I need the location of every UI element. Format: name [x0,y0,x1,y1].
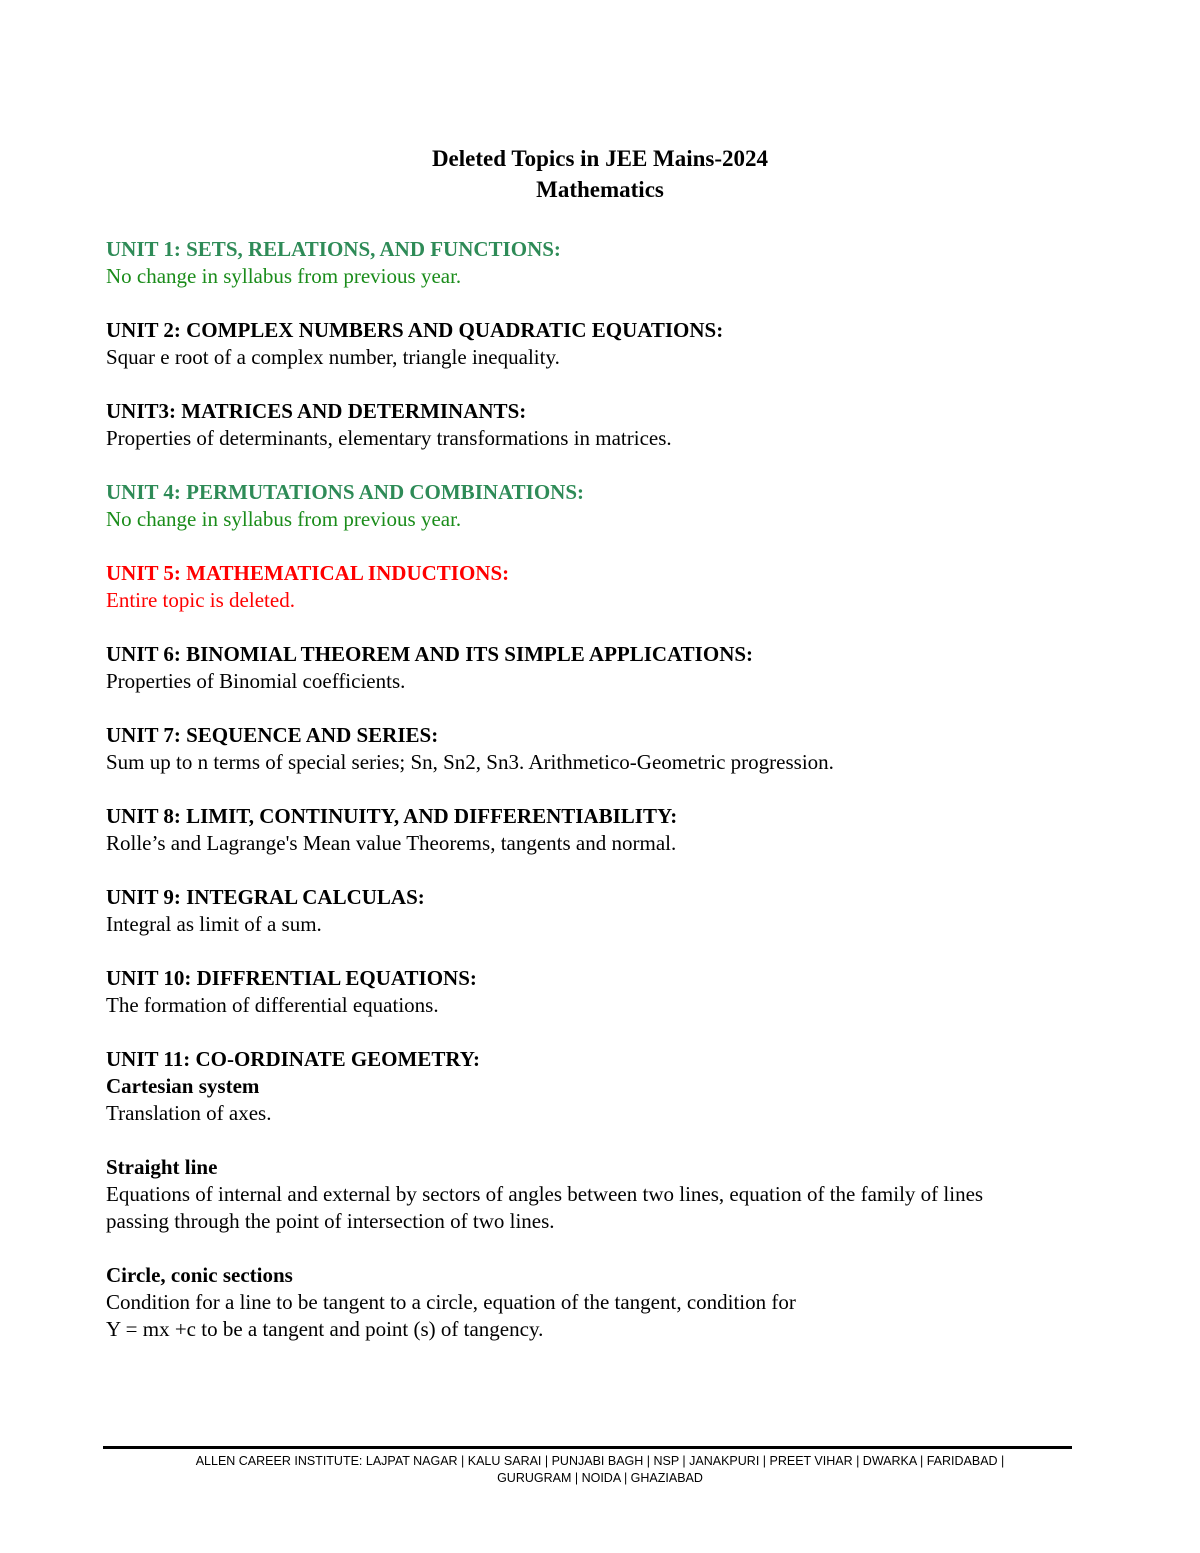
unit-heading: UNIT 4: PERMUTATIONS AND COMBINATIONS: [106,480,584,504]
footer-line: ALLEN CAREER INSTITUTE: LAJPAT NAGAR | KALU SARAI | PUNJABI BAGH | NSP | JANAKPURI | PREET VIHAR | DWARKA | FARIDABAD | [195,1454,1005,1468]
unit-heading: UNIT 1: SETS, RELATIONS, AND FUNCTIONS: [106,237,561,261]
unit-section [106,479,1106,533]
unit-section [106,560,1106,614]
unit-body: Rolle’s and Lagrange's Mean value Theorems, tangents and normal. [106,831,677,855]
footer [100,1453,1100,1487]
unit-body: Properties of determinants, elementary transformations in matrices. [106,426,672,450]
document-title: Deleted Topics in JEE Mains-2024 [431,146,769,171]
unit-heading: UNIT 9: INTEGRAL CALCULAS: [106,885,425,909]
unit-section [106,884,1106,938]
unit-section [106,641,1106,695]
subsection-title: Straight line [106,1155,218,1179]
document-subtitle: Mathematics [536,177,664,202]
unit-heading: UNIT 5: MATHEMATICAL INDUCTIONS: [106,561,510,585]
unit-body: Properties of Binomial coefficients. [106,669,406,693]
unit-body: Squar e root of a complex number, triangle inequality. [106,345,560,369]
unit-heading: UNIT 11: CO-ORDINATE GEOMETRY: [106,1047,481,1071]
unit-heading: UNIT3: MATRICES AND DETERMINANTS: [106,399,527,423]
unit-body: No change in syllabus from previous year. [106,264,462,288]
unit-heading: UNIT 2: COMPLEX NUMBERS AND QUADRATIC EQUATIONS: [106,318,724,342]
unit-heading: UNIT 8: LIMIT, CONTINUITY, AND DIFFERENTIABILITY: [106,804,678,828]
unit-11-subsection [106,1154,1106,1235]
subsection-body: Translation of axes. [106,1101,272,1125]
unit-body: The formation of differential equations. [106,993,439,1017]
unit-section [106,317,1106,371]
unit-heading: UNIT 7: SEQUENCE AND SERIES: [106,723,439,747]
subsection-body: Y = mx +c to be a tangent and point (s) of tangency. [106,1317,544,1341]
unit-11-section [106,1046,1106,1127]
subsection-body: passing through the point of intersection of two lines. [106,1209,555,1233]
title-block [0,143,1200,205]
unit-body: Integral as limit of a sum. [106,912,322,936]
unit-section [106,398,1106,452]
unit-body: Sum up to n terms of special series; Sn, Sn2, Sn3. Arithmetico-Geometric progression. [106,750,834,774]
unit-11-subsection [106,1262,1106,1343]
unit-section [106,965,1106,1019]
subsection-body: Equations of internal and external by sectors of angles between two lines, equation of the family of lines [106,1182,984,1206]
unit-heading: UNIT 10: DIFFRENTIAL EQUATIONS: [106,966,477,990]
subsection-title: Cartesian system [106,1074,260,1098]
syllabus-content [106,236,1106,1370]
subsection-body: Condition for a line to be tangent to a circle, equation of the tangent, condition for [106,1290,796,1314]
unit-body: No change in syllabus from previous year. [106,507,462,531]
unit-section [106,236,1106,290]
unit-section [106,722,1106,776]
subsection-title: Circle, conic sections [106,1263,293,1287]
unit-heading: UNIT 6: BINOMIAL THEOREM AND ITS SIMPLE APPLICATIONS: [106,642,754,666]
footer-line: GURUGRAM | NOIDA | GHAZIABAD [497,1471,703,1485]
footer-divider [103,1446,1072,1449]
unit-body: Entire topic is deleted. [106,588,295,612]
unit-section [106,803,1106,857]
